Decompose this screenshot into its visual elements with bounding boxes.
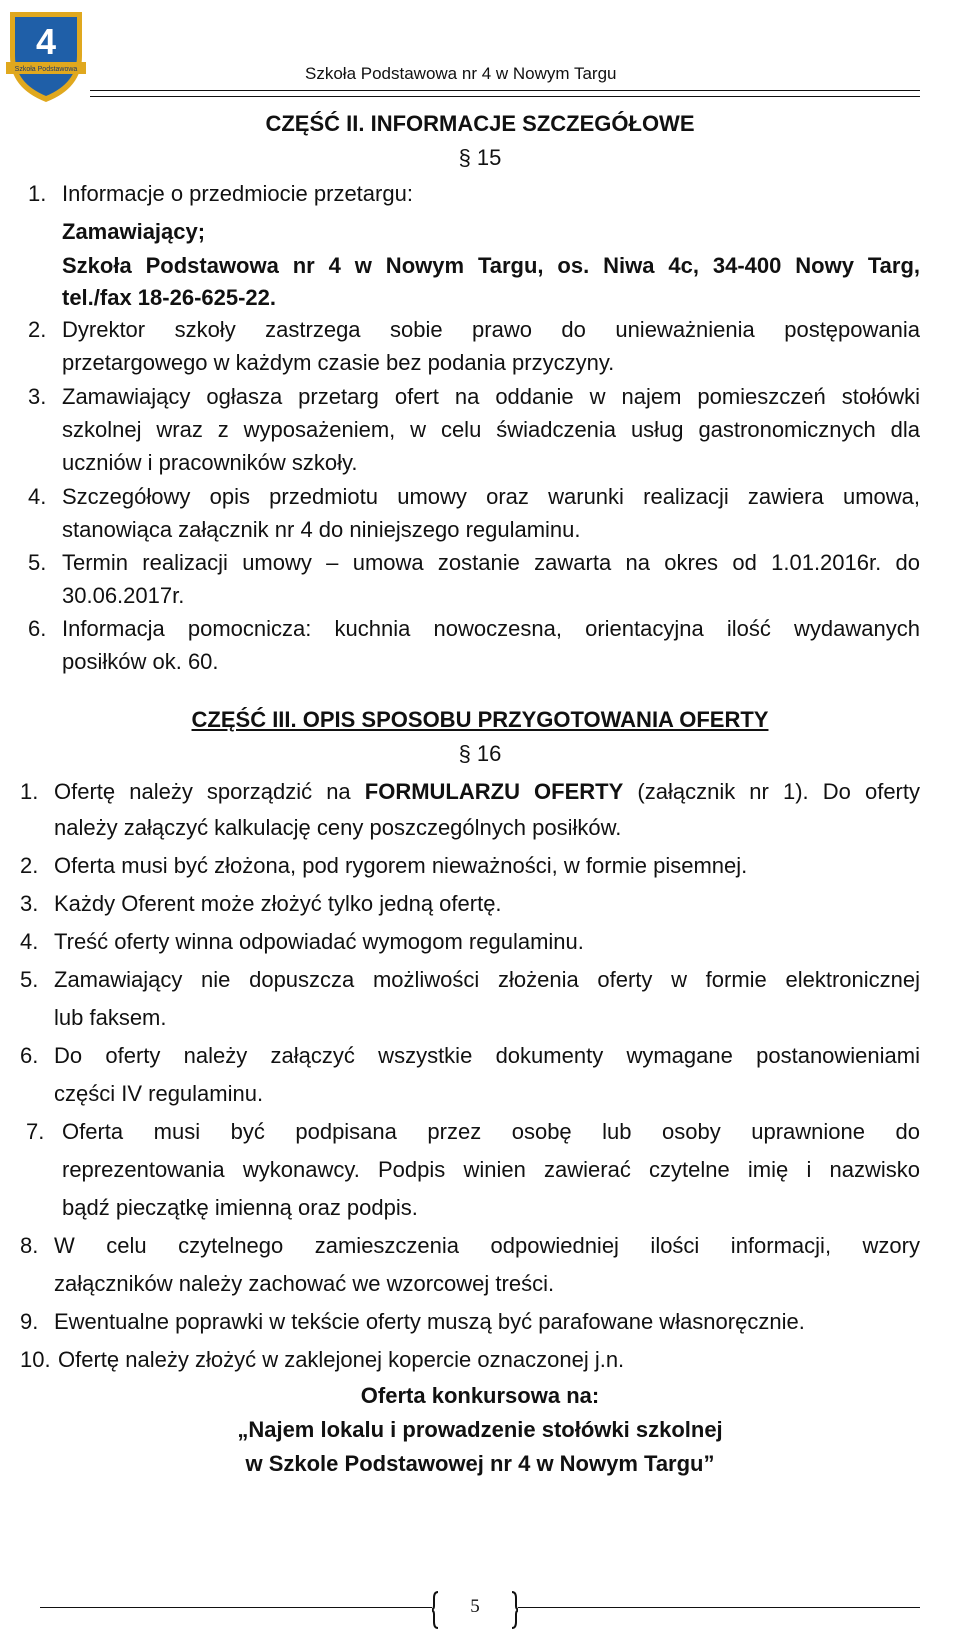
item-text: Ofertę należy złożyć w zaklejonej kopercie oznaczonej j.n. xyxy=(58,1347,625,1372)
item-number: 3. xyxy=(20,891,39,916)
buyer-label: Zamawiający; xyxy=(62,219,206,244)
item-text: załączników należy zachować we wzorcowej treści. xyxy=(54,1271,555,1296)
item-text: Treść oferty winna odpowiadać wymogom regulaminu. xyxy=(54,929,584,954)
item-text: Szczegółowy opis przedmiotu umowy oraz warunki realizacji zawiera umowa, xyxy=(62,484,920,509)
item-text: należy załączyć kalkulację ceny poszczególnych posiłków. xyxy=(54,815,622,840)
item-text: bądź pieczątkę imienną oraz podpis. xyxy=(62,1195,418,1220)
item-text: części IV regulaminu. xyxy=(54,1081,264,1106)
svg-text:Szkoła Podstawowa: Szkoła Podstawowa xyxy=(14,66,78,73)
item-text: Ofertę należy sporządzić na FORMULARZU OFERTY (załącznik nr 1). Do oferty xyxy=(54,779,920,804)
item-text: Informacja pomocnicza: kuchnia nowoczesna, orientacyjna ilość wydawanych xyxy=(62,616,920,641)
item-text: Dyrektor szkoły zastrzega sobie prawo do unieważnienia postępowania xyxy=(62,317,920,342)
item-text: 30.06.2017r. xyxy=(62,583,185,608)
item-text: Termin realizacji umowy – umowa zostanie zawarta na okres od 1.01.2016r. do xyxy=(62,550,920,575)
item-number: 4. xyxy=(20,929,39,954)
part3-section-number: § 16 xyxy=(458,741,502,766)
school-crest-logo xyxy=(2,4,90,106)
envelope-heading: Oferta konkursowa na: xyxy=(360,1383,600,1408)
item-text: Oferta musi być podpisana przez osobę lub osoby uprawnione do xyxy=(62,1119,920,1144)
item-text: reprezentowania wykonawcy. Podpis winien zawierać czytelne imię i nazwisko xyxy=(62,1157,920,1182)
item-number: 9. xyxy=(20,1309,39,1334)
envelope-title: „Najem lokalu i prowadzenie stołówki szkolnej xyxy=(237,1417,723,1442)
part2-section-number: § 15 xyxy=(458,145,502,170)
item-number: 1. xyxy=(20,779,39,804)
header-divider xyxy=(90,96,920,97)
item-text: posiłków ok. 60. xyxy=(62,649,219,674)
item-text: Do oferty należy załączyć wszystkie dokumenty wymagane postanowieniami xyxy=(54,1043,920,1068)
item-text: Informacje o przedmiocie przetargu: xyxy=(62,181,413,206)
item-number: 5. xyxy=(20,967,39,992)
item-number: 6. xyxy=(28,616,47,641)
item-text: Zamawiający ogłasza przetarg ofert na oddanie w najem pomieszczeń stołówki xyxy=(62,384,920,409)
svg-text:4: 4 xyxy=(35,21,57,62)
item-number: 5. xyxy=(28,550,47,575)
page-number: 5 xyxy=(470,1596,480,1617)
header-divider xyxy=(90,90,920,91)
item-text: Zamawiający nie dopuszcza możliwości złożenia oferty w formie elektronicznej xyxy=(54,967,920,992)
buyer-address: Szkoła Podstawowa nr 4 w Nowym Targu, os. Niwa 4c, 34-400 Nowy Targ, xyxy=(62,253,920,278)
item-text: lub faksem. xyxy=(54,1005,167,1030)
item-number: 2. xyxy=(28,317,47,342)
item-text: stanowiąca załącznik nr 4 do niniejszego regulaminu. xyxy=(62,517,581,542)
item-text: przetargowego w każdym czasie bez podania przyczyny. xyxy=(62,350,615,375)
envelope-title: w Szkole Podstawowej nr 4 w Nowym Targu” xyxy=(245,1451,715,1476)
item-number: 2. xyxy=(20,853,39,878)
item-number: 4. xyxy=(28,484,47,509)
buyer-phone: tel./fax 18-26-625-22. xyxy=(62,285,277,310)
header-school-name: Szkoła Podstawowa nr 4 w Nowym Targu xyxy=(305,64,617,83)
item-number: 6. xyxy=(20,1043,39,1068)
item-number: 3. xyxy=(28,384,47,409)
item-text: Ewentualne poprawki w tekście oferty muszą być parafowane własnoręcznie. xyxy=(54,1309,805,1334)
part2-title: CZĘŚĆ II. INFORMACJE SZCZEGÓŁOWE xyxy=(265,111,695,136)
part3-title: CZĘŚĆ III. OPIS SPOSOBU PRZYGOTOWANIA OFERTY xyxy=(191,707,769,732)
item-number: 10. xyxy=(20,1347,51,1372)
item-number: 8. xyxy=(20,1233,39,1258)
item-text: uczniów i pracowników szkoły. xyxy=(62,450,358,475)
item-number: 1. xyxy=(28,181,47,206)
item-text: Każdy Oferent może złożyć tylko jedną ofertę. xyxy=(54,891,502,916)
item-number: 7. xyxy=(26,1119,45,1144)
item-text: W celu czytelnego zamieszczenia odpowiedniej ilości informacji, wzory xyxy=(54,1233,920,1258)
item-text: Oferta musi być złożona, pod rygorem nieważności, w formie pisemnej. xyxy=(54,853,748,878)
item-text: szkolnej wraz z wyposażeniem, w celu świadczenia usług gastronomicznych dla xyxy=(62,417,920,442)
